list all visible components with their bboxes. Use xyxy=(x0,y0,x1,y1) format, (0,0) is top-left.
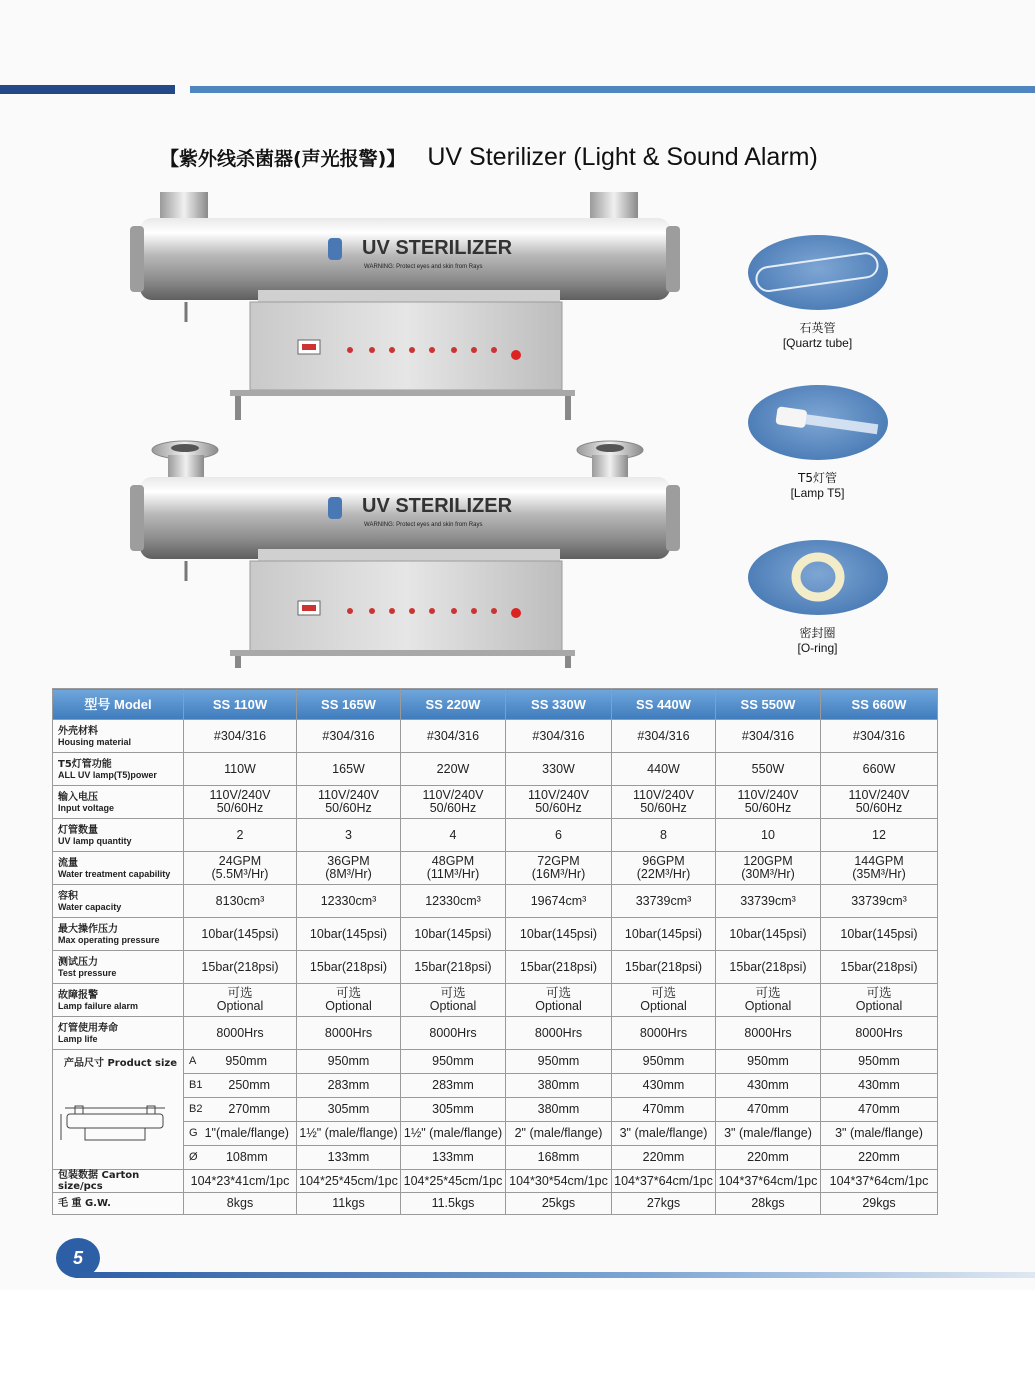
footer-bar xyxy=(75,1270,1035,1280)
part-label-cn: T5灯管 xyxy=(798,471,837,485)
table-cell: 104*23*41cm/1pc xyxy=(184,1170,297,1193)
table-cell: 33739cm³ xyxy=(821,885,938,918)
header-bar-right xyxy=(190,86,1035,93)
row-label xyxy=(53,1017,184,1050)
table-row xyxy=(53,885,938,918)
table-cell: 430mm xyxy=(821,1074,938,1098)
part-label-en: [Quartz tube] xyxy=(782,336,853,350)
cell-line: Optional xyxy=(855,999,903,1013)
table-cell xyxy=(184,984,297,1017)
table-cell xyxy=(612,852,716,885)
cell-line: Optional xyxy=(640,999,687,1013)
cell-line: Optional xyxy=(325,999,372,1013)
table-cell: 104*37*64cm/1pc xyxy=(821,1170,938,1193)
machine-warning-1: WARNING: Protect eyes and skin from Rays xyxy=(364,264,483,270)
table-cell: 165W xyxy=(297,753,401,786)
header-model: SS 550W xyxy=(716,689,821,720)
row-label-cn: T5灯管功能 xyxy=(58,758,112,770)
table-cell: #304/316 xyxy=(821,720,938,753)
part-label-en: [Lamp T5] xyxy=(790,486,845,500)
table-cell: 3" (male/flange) xyxy=(821,1122,938,1146)
table-cell: 305mm xyxy=(401,1098,506,1122)
header-model: SS 110W xyxy=(184,689,297,720)
table-cell xyxy=(612,984,716,1017)
table-cell: 15bar(218psi) xyxy=(612,951,716,984)
cell-line: 50/60Hz xyxy=(744,801,792,815)
row-label-cn: 故障报警 xyxy=(58,989,98,1001)
row-label-cn: 灯管数量 xyxy=(58,824,98,836)
table-cell: 15bar(218psi) xyxy=(821,951,938,984)
table-cell: 283mm xyxy=(297,1074,401,1098)
table-cell: 3" (male/flange) xyxy=(612,1122,716,1146)
table-cell xyxy=(297,984,401,1017)
table-cell: 3" (male/flange) xyxy=(716,1122,821,1146)
row-label-en: Input voltage xyxy=(58,802,114,813)
table-row xyxy=(53,1146,938,1170)
table-cell: 29kgs xyxy=(821,1193,938,1215)
table-row xyxy=(53,1122,938,1146)
table-cell: 950mm xyxy=(401,1050,506,1074)
lamp-t5-image xyxy=(748,385,888,460)
quartz-tube-image xyxy=(748,235,888,310)
table-cell xyxy=(297,786,401,819)
table-cell xyxy=(401,984,506,1017)
table-row xyxy=(53,786,938,819)
cell-line: 110V/240V xyxy=(633,788,694,802)
row-label-cn: 最大操作压力 xyxy=(58,923,118,935)
table-cell xyxy=(184,1146,297,1170)
page-title xyxy=(160,143,860,179)
table-cell xyxy=(401,852,506,885)
row-label-cn: 容积 xyxy=(58,890,78,902)
table-cell xyxy=(184,1098,297,1122)
table-cell xyxy=(401,786,506,819)
table-cell: 10bar(145psi) xyxy=(401,918,506,951)
header-model: SS 660W xyxy=(821,689,938,720)
table-cell: 8000Hrs xyxy=(716,1017,821,1050)
size-letter: G xyxy=(189,1127,198,1139)
cell-line: 50/60Hz xyxy=(216,801,264,815)
table-cell xyxy=(506,852,612,885)
table-cell: 470mm xyxy=(612,1098,716,1122)
size-value: 270mm xyxy=(228,1102,271,1116)
row-label xyxy=(53,786,184,819)
table-cell: 12330cm³ xyxy=(401,885,506,918)
cell-line: 110V/240V xyxy=(737,788,799,802)
table-cell xyxy=(612,786,716,819)
cell-line: 可选 xyxy=(545,986,571,1000)
table-row xyxy=(53,1050,938,1074)
row-label xyxy=(53,852,184,885)
cell-line: 50/60Hz xyxy=(535,801,582,815)
cell-line: 120GPM xyxy=(743,854,793,868)
table-cell: 27kgs xyxy=(612,1193,716,1215)
cell-line: (11M³/Hr) xyxy=(426,867,480,881)
cell-line: 50/60Hz xyxy=(325,801,372,815)
table-cell xyxy=(506,786,612,819)
table-cell: 10bar(145psi) xyxy=(612,918,716,951)
table-cell: 330W xyxy=(506,753,612,786)
table-cell: 1½" (male/flange) xyxy=(401,1122,506,1146)
product-size-label: 产品尺寸 Product size xyxy=(63,1058,178,1069)
size-value: 250mm xyxy=(228,1078,271,1092)
row-label-cn: 测试压力 xyxy=(58,956,98,968)
table-cell: 15bar(218psi) xyxy=(401,951,506,984)
weight-row xyxy=(53,1193,938,1215)
size-letter: A xyxy=(189,1055,197,1067)
header-model: SS 220W xyxy=(401,689,506,720)
table-cell: 220mm xyxy=(612,1146,716,1170)
table-cell: 220mm xyxy=(821,1146,938,1170)
size-letter: B1 xyxy=(189,1079,203,1091)
table-row xyxy=(53,819,938,852)
cell-line: 96GPM xyxy=(642,854,685,868)
table-cell: 550W xyxy=(716,753,821,786)
table-cell xyxy=(184,1074,297,1098)
table-cell: 950mm xyxy=(506,1050,612,1074)
table-cell: 15bar(218psi) xyxy=(506,951,612,984)
table-cell: 33739cm³ xyxy=(716,885,821,918)
uv-sterilizer-flange-image xyxy=(120,435,690,670)
table-cell: 11kgs xyxy=(297,1193,401,1215)
table-cell: 950mm xyxy=(297,1050,401,1074)
table-cell: 6 xyxy=(506,819,612,852)
table-cell: #304/316 xyxy=(506,720,612,753)
table-row xyxy=(53,753,938,786)
table-cell xyxy=(821,852,938,885)
cell-line: 可选 xyxy=(866,986,892,1000)
row-label-en: Water treatment capability xyxy=(58,868,171,879)
row-label xyxy=(53,720,184,753)
table-cell: #304/316 xyxy=(401,720,506,753)
table-cell: 10bar(145psi) xyxy=(297,918,401,951)
cell-line: Optional xyxy=(535,999,582,1013)
table-cell: 2" (male/flange) xyxy=(506,1122,612,1146)
cell-line: Optional xyxy=(429,999,477,1013)
table-cell: 440W xyxy=(612,753,716,786)
table-cell: #304/316 xyxy=(297,720,401,753)
table-cell: 110W xyxy=(184,753,297,786)
table-cell: 25kgs xyxy=(506,1193,612,1215)
page-number: 5 xyxy=(56,1238,100,1278)
header-model: SS 165W xyxy=(297,689,401,720)
cell-line: 110V/240V xyxy=(528,788,589,802)
table-cell: #304/316 xyxy=(612,720,716,753)
table-cell: 10bar(145psi) xyxy=(506,918,612,951)
table-cell: 430mm xyxy=(716,1074,821,1098)
machine-brand-2: UV STERILIZER xyxy=(362,495,513,517)
table-cell: 33739cm³ xyxy=(612,885,716,918)
table-cell xyxy=(716,984,821,1017)
table-cell: 10bar(145psi) xyxy=(821,918,938,951)
part-lamp-t5 xyxy=(745,385,890,501)
table-cell: 950mm xyxy=(612,1050,716,1074)
table-row xyxy=(53,852,938,885)
table-cell: 2 xyxy=(184,819,297,852)
table-cell: 1½" (male/flange) xyxy=(297,1122,401,1146)
row-label-cn: 灯管使用寿命 xyxy=(58,1022,118,1034)
cell-line: 可选 xyxy=(227,986,253,1000)
title-english: UV Sterilizer (Light & Sound Alarm) xyxy=(427,143,818,171)
row-label-cn: 流量 xyxy=(58,857,78,869)
cell-line: Optional xyxy=(744,999,792,1013)
table-row xyxy=(53,984,938,1017)
cell-line: 50/60Hz xyxy=(640,801,687,815)
header-model-label: 型号 Model xyxy=(53,689,184,720)
table-cell xyxy=(297,852,401,885)
table-cell: 660W xyxy=(821,753,938,786)
cell-line: 48GPM xyxy=(431,854,475,868)
size-letter: B2 xyxy=(189,1103,203,1115)
table-header-row xyxy=(53,689,938,720)
table-cell: 8000Hrs xyxy=(184,1017,297,1050)
cell-line: 72GPM xyxy=(537,854,580,868)
row-label-cn: 毛 重 G.W. xyxy=(58,1198,111,1209)
table-row xyxy=(53,1098,938,1122)
cell-line: 110V/240V xyxy=(209,788,271,802)
table-cell: 15bar(218psi) xyxy=(297,951,401,984)
table-cell: 104*37*64cm/1pc xyxy=(612,1170,716,1193)
cell-line: 50/60Hz xyxy=(429,801,477,815)
row-label xyxy=(53,819,184,852)
row-label xyxy=(53,918,184,951)
table-cell: #304/316 xyxy=(184,720,297,753)
part-label-en: [O-ring] xyxy=(797,641,838,655)
table-row xyxy=(53,1074,938,1098)
table-cell xyxy=(184,1050,297,1074)
table-cell xyxy=(821,786,938,819)
row-label-en: Lamp failure alarm xyxy=(58,1000,139,1011)
part-quartz-tube xyxy=(745,235,890,351)
product-size-cell xyxy=(53,1050,184,1170)
cell-line: 110V/240V xyxy=(318,788,379,802)
table-cell xyxy=(184,1122,297,1146)
table-cell: 470mm xyxy=(716,1098,821,1122)
table-cell: 950mm xyxy=(716,1050,821,1074)
table-cell: 283mm xyxy=(401,1074,506,1098)
row-label-en: Test pressure xyxy=(58,967,117,978)
header-model: SS 440W xyxy=(612,689,716,720)
table-cell: 220W xyxy=(401,753,506,786)
row-label xyxy=(53,1170,184,1193)
table-cell: 104*25*45cm/1pc xyxy=(401,1170,506,1193)
table-cell: 104*30*54cm/1pc xyxy=(506,1170,612,1193)
table-cell: 380mm xyxy=(506,1074,612,1098)
header-model: SS 330W xyxy=(506,689,612,720)
table-cell: 8000Hrs xyxy=(401,1017,506,1050)
cell-line: 110V/240V xyxy=(422,788,484,802)
cell-line: 144GPM xyxy=(854,854,904,868)
table-cell: 10 xyxy=(716,819,821,852)
table-cell: 168mm xyxy=(506,1146,612,1170)
table-cell: 950mm xyxy=(821,1050,938,1074)
table-cell: 8000Hrs xyxy=(297,1017,401,1050)
machine-brand-1: UV STERILIZER xyxy=(362,237,513,259)
table-cell: 8000Hrs xyxy=(506,1017,612,1050)
table-cell: 470mm xyxy=(821,1098,938,1122)
cell-line: (16M³/Hr) xyxy=(531,867,586,881)
row-label-cn: 包装数据 Carton size/pcs xyxy=(58,1170,140,1192)
row-label-en: Max operating pressure xyxy=(58,934,160,945)
table-cell xyxy=(184,852,297,885)
row-label xyxy=(53,1193,184,1215)
cell-line: 50/60Hz xyxy=(855,801,903,815)
table-row xyxy=(53,951,938,984)
size-value: 108mm xyxy=(225,1150,268,1164)
table-cell: 305mm xyxy=(297,1098,401,1122)
size-letter: Ø xyxy=(189,1151,198,1163)
table-cell: 104*25*45cm/1pc xyxy=(297,1170,401,1193)
part-o-ring xyxy=(745,540,890,656)
cell-line: 24GPM xyxy=(218,854,262,868)
row-label-en: ALL UV lamp(T5)power xyxy=(58,769,157,780)
cell-line: 可选 xyxy=(335,986,361,1000)
table-cell: 430mm xyxy=(612,1074,716,1098)
part-label-cn: 石英管 xyxy=(799,321,836,335)
row-label xyxy=(53,753,184,786)
row-label-en: Water capacity xyxy=(58,901,122,912)
table-cell: 28kgs xyxy=(716,1193,821,1215)
o-ring-image xyxy=(748,540,888,615)
row-label xyxy=(53,951,184,984)
table-cell xyxy=(716,852,821,885)
cell-line: 可选 xyxy=(440,986,466,1000)
table-row xyxy=(53,1017,938,1050)
table-cell: #304/316 xyxy=(716,720,821,753)
cell-line: (22M³/Hr) xyxy=(636,867,691,881)
table-cell: 8000Hrs xyxy=(612,1017,716,1050)
header-bar-left xyxy=(0,85,175,94)
table-cell xyxy=(184,786,297,819)
cell-line: 110V/240V xyxy=(848,788,910,802)
table-cell: 19674cm³ xyxy=(506,885,612,918)
table-cell xyxy=(716,786,821,819)
table-cell: 15bar(218psi) xyxy=(716,951,821,984)
size-value: 950mm xyxy=(225,1054,268,1068)
row-label-en: UV lamp quantity xyxy=(58,835,132,846)
row-label xyxy=(53,885,184,918)
row-label-cn: 外壳材料 xyxy=(58,725,98,737)
table-cell: 10bar(145psi) xyxy=(716,918,821,951)
table-cell: 8000Hrs xyxy=(821,1017,938,1050)
cell-line: (5.5M³/Hr) xyxy=(211,867,269,881)
size-value: 1"(male/flange) xyxy=(204,1126,289,1140)
spec-table xyxy=(52,688,938,1215)
dimension-diagram xyxy=(55,1100,175,1150)
table-cell: 380mm xyxy=(506,1098,612,1122)
table-cell: 8130cm³ xyxy=(184,885,297,918)
cell-line: 可选 xyxy=(650,986,676,1000)
table-cell xyxy=(506,984,612,1017)
row-label xyxy=(53,984,184,1017)
table-cell: 3 xyxy=(297,819,401,852)
part-label-cn: 密封圈 xyxy=(799,626,836,640)
cell-line: 36GPM xyxy=(327,854,370,868)
table-row xyxy=(53,918,938,951)
page-bottom-margin xyxy=(0,1290,1035,1390)
machine-warning-2: WARNING: Protect eyes and skin from Rays xyxy=(364,522,483,528)
table-cell: 12330cm³ xyxy=(297,885,401,918)
cell-line: (8M³/Hr) xyxy=(325,867,372,881)
table-cell: 8 xyxy=(612,819,716,852)
uv-sterilizer-threaded-image xyxy=(120,190,690,425)
table-cell: 4 xyxy=(401,819,506,852)
table-cell: 133mm xyxy=(297,1146,401,1170)
table-row xyxy=(53,720,938,753)
row-label-en: Housing material xyxy=(58,736,132,747)
carton-row xyxy=(53,1170,938,1193)
table-cell xyxy=(821,984,938,1017)
table-cell: 133mm xyxy=(401,1146,506,1170)
table-cell: 220mm xyxy=(716,1146,821,1170)
cell-line: (35M³/Hr) xyxy=(852,867,906,881)
title-chinese: 【紫外线杀菌器(声光报警)】 xyxy=(160,148,406,170)
cell-line: Optional xyxy=(216,999,264,1013)
cell-line: (30M³/Hr) xyxy=(741,867,795,881)
table-cell: 10bar(145psi) xyxy=(184,918,297,951)
table-cell: 104*37*64cm/1pc xyxy=(716,1170,821,1193)
table-cell: 8kgs xyxy=(184,1193,297,1215)
row-label-en: Lamp life xyxy=(58,1033,98,1044)
table-cell: 15bar(218psi) xyxy=(184,951,297,984)
table-cell: 12 xyxy=(821,819,938,852)
row-label-cn: 输入电压 xyxy=(58,791,98,803)
cell-line: 可选 xyxy=(755,986,781,1000)
table-cell: 11.5kgs xyxy=(401,1193,506,1215)
